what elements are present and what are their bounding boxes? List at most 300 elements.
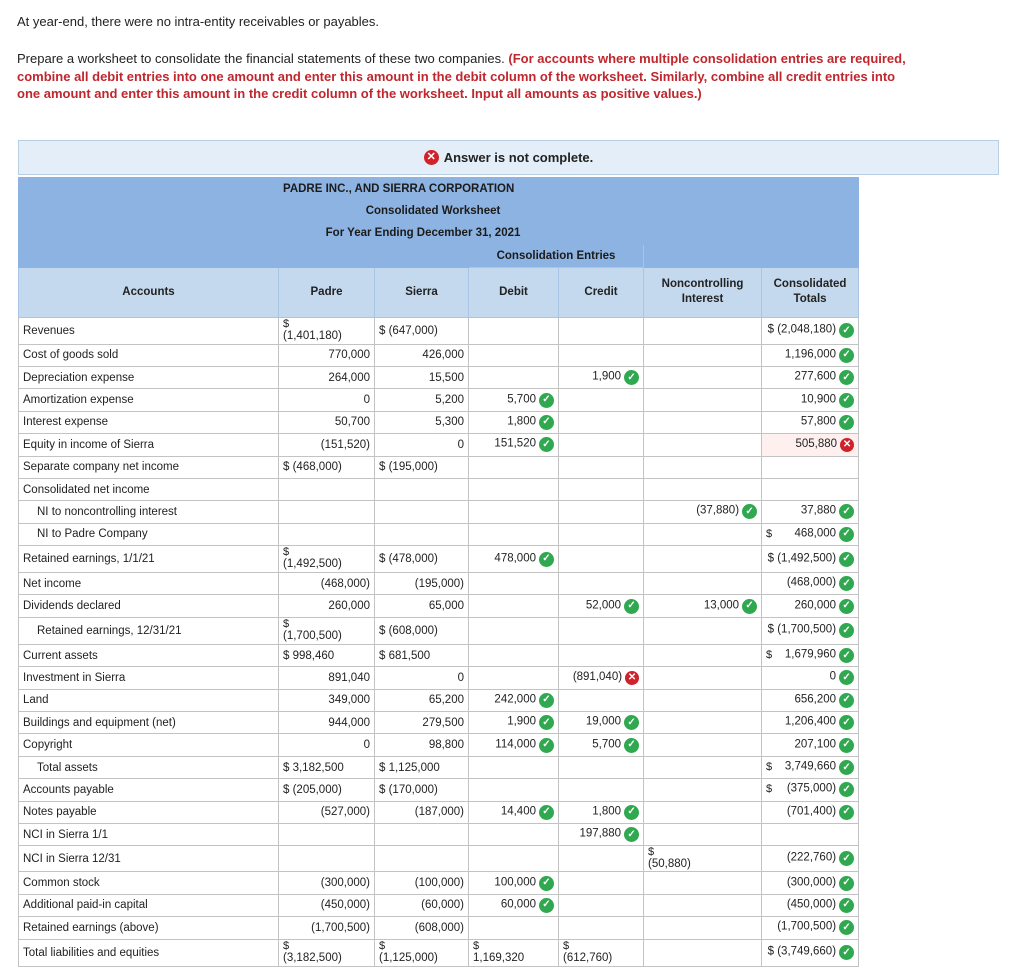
worksheet-row <box>19 546 859 573</box>
col-debit: Debit <box>469 267 559 317</box>
total-input[interactable] <box>762 617 859 644</box>
worksheet-row <box>19 434 859 456</box>
sierra-cell <box>375 434 469 456</box>
correct-check-icon: ✓ <box>539 898 554 913</box>
total-input[interactable] <box>762 411 859 433</box>
worksheet-row <box>19 917 859 939</box>
cell-value: 0 <box>457 438 464 451</box>
nci-input[interactable] <box>644 595 762 617</box>
worksheet-row <box>19 779 859 801</box>
nci-input[interactable] <box>644 712 762 734</box>
account-label: Amortization expense <box>19 389 279 411</box>
cell-value: 52,000 <box>585 599 622 612</box>
worksheet-row <box>19 478 859 500</box>
nci-input[interactable] <box>644 523 762 545</box>
credit-input[interactable] <box>559 501 644 523</box>
credit-input[interactable] <box>559 894 644 916</box>
cell-value: 0 <box>363 394 370 407</box>
padre-cell <box>279 434 375 456</box>
cell-value: 1,900 <box>507 715 536 728</box>
total-input[interactable] <box>762 546 859 573</box>
nci-input[interactable] <box>644 667 762 689</box>
total-input[interactable] <box>762 501 859 523</box>
worksheet-row <box>19 523 859 545</box>
answer-status-banner <box>18 140 999 175</box>
nci-input[interactable] <box>644 779 762 801</box>
cell-value: 260,000 <box>328 600 370 613</box>
nci-input[interactable] <box>644 434 762 456</box>
credit-input[interactable] <box>559 712 644 734</box>
credit-input[interactable] <box>559 344 644 366</box>
credit-input[interactable] <box>559 546 644 573</box>
nci-input[interactable] <box>644 411 762 433</box>
cell-value: (151,520) <box>320 438 370 451</box>
nci-input[interactable] <box>644 546 762 573</box>
cell-value: (1,700,500) <box>283 629 342 642</box>
nci-input[interactable] <box>644 894 762 916</box>
correct-check-icon: ✓ <box>539 738 554 753</box>
sierra-cell <box>375 939 469 966</box>
debit-input[interactable] <box>469 801 559 823</box>
total-input[interactable] <box>762 644 859 666</box>
account-label: Accounts payable <box>19 779 279 801</box>
cell-value: 100,000 <box>494 876 536 889</box>
account-label: NCI in Sierra 1/1 <box>19 823 279 845</box>
col-accounts: Accounts <box>19 267 279 317</box>
sierra-cell <box>375 712 469 734</box>
cell-value: 5,700 <box>507 393 536 406</box>
cell-value: 15,500 <box>428 371 464 384</box>
dollar-sign: $ <box>283 939 290 952</box>
total-input[interactable] <box>762 344 859 366</box>
cell-value: (450,000) <box>786 898 837 911</box>
cell-value: (608,000) <box>414 921 464 934</box>
debit-input[interactable] <box>469 846 559 872</box>
credit-input[interactable] <box>559 644 644 666</box>
total-input[interactable] <box>762 689 859 711</box>
sierra-cell <box>375 846 469 872</box>
account-label: Additional paid-in capital <box>19 894 279 916</box>
worksheet-row <box>19 644 859 666</box>
debit-input[interactable] <box>469 389 559 411</box>
debit-input[interactable] <box>469 939 559 966</box>
cell-value: 1,206,400 <box>784 715 837 728</box>
correct-check-icon: ✓ <box>624 370 639 385</box>
credit-input[interactable] <box>559 801 644 823</box>
padre-cell <box>279 317 375 344</box>
correct-check-icon: ✓ <box>839 415 854 430</box>
cell-value: 37,880 <box>800 504 837 517</box>
worksheet-row <box>19 456 859 478</box>
correct-check-icon: ✓ <box>839 527 854 542</box>
sierra-cell <box>375 917 469 939</box>
debit-input[interactable] <box>469 644 559 666</box>
padre-cell <box>279 617 375 644</box>
credit-input[interactable] <box>559 823 644 845</box>
total-input[interactable] <box>762 894 859 916</box>
worksheet-row <box>19 756 859 778</box>
correct-check-icon: ✓ <box>839 693 854 708</box>
sierra-cell <box>375 456 469 478</box>
credit-input[interactable] <box>559 667 644 689</box>
correct-check-icon: ✓ <box>839 670 854 685</box>
account-label: Interest expense <box>19 411 279 433</box>
total-input[interactable] <box>762 756 859 778</box>
cell-value: (100,000) <box>414 877 464 890</box>
nci-input[interactable] <box>644 846 762 872</box>
dollar-sign: $ <box>766 761 773 773</box>
credit-input[interactable] <box>559 573 644 595</box>
cell-value: 279,500 <box>422 716 464 729</box>
sierra-cell <box>375 389 469 411</box>
padre-cell <box>279 779 375 801</box>
worksheet-row <box>19 894 859 916</box>
debit-input[interactable] <box>469 917 559 939</box>
account-label: Investment in Sierra <box>19 667 279 689</box>
correct-check-icon: ✓ <box>839 623 854 638</box>
correct-check-icon: ✓ <box>839 348 854 363</box>
correct-check-icon: ✓ <box>839 715 854 730</box>
nci-input[interactable] <box>644 823 762 845</box>
dollar-sign: $ <box>283 617 290 630</box>
debit-input[interactable] <box>469 478 559 500</box>
sierra-cell <box>375 523 469 545</box>
account-label: Common stock <box>19 872 279 894</box>
total-input[interactable] <box>762 917 859 939</box>
debit-input[interactable] <box>469 411 559 433</box>
debit-input[interactable] <box>469 456 559 478</box>
cell-value: 3,749,660 <box>784 760 837 773</box>
correct-check-icon: ✓ <box>539 876 554 891</box>
cell-value: 260,000 <box>794 599 837 612</box>
col-nci-line1: Noncontrolling <box>661 278 744 291</box>
padre-cell <box>279 344 375 366</box>
credit-input[interactable] <box>559 434 644 456</box>
total-input[interactable] <box>762 478 859 500</box>
total-input[interactable] <box>762 823 859 845</box>
total-input[interactable] <box>762 456 859 478</box>
debit-input[interactable] <box>469 366 559 388</box>
cell-value: 114,000 <box>495 738 536 751</box>
nci-input[interactable] <box>644 456 762 478</box>
nci-input[interactable] <box>644 617 762 644</box>
debit-input[interactable] <box>469 344 559 366</box>
account-label: Separate company net income <box>19 456 279 478</box>
cell-value: (612,760) <box>563 951 613 964</box>
padre-cell <box>279 846 375 872</box>
debit-input[interactable] <box>469 317 559 344</box>
cell-value: 1,900 <box>592 370 622 383</box>
sierra-cell <box>375 823 469 845</box>
cell-value: (527,000) <box>320 806 370 819</box>
worksheet-row <box>19 389 859 411</box>
incorrect-x-icon: ✕ <box>424 150 439 165</box>
correct-check-icon: ✓ <box>742 504 757 519</box>
nci-input[interactable] <box>644 939 762 966</box>
credit-input[interactable] <box>559 317 644 344</box>
cell-value: 0 <box>829 670 837 683</box>
col-consolidated-totals <box>762 267 859 317</box>
debit-input[interactable] <box>469 595 559 617</box>
total-input[interactable] <box>762 573 859 595</box>
sierra-cell <box>375 317 469 344</box>
debit-input[interactable] <box>469 734 559 756</box>
dollar-sign: $ <box>563 939 570 952</box>
cell-value: 207,100 <box>794 738 837 751</box>
total-input[interactable] <box>762 595 859 617</box>
sierra-cell <box>375 546 469 573</box>
cell-value: $ 1,125,000 <box>379 761 440 774</box>
padre-cell <box>279 823 375 845</box>
cell-value: 1,679,960 <box>784 648 837 661</box>
credit-input[interactable] <box>559 478 644 500</box>
cell-value: $ (205,000) <box>283 783 342 796</box>
debit-input[interactable] <box>469 434 559 456</box>
debit-input[interactable] <box>469 689 559 711</box>
credit-input[interactable] <box>559 595 644 617</box>
padre-cell <box>279 872 375 894</box>
cell-value: $ (1,700,500) <box>767 623 837 636</box>
worksheet-title: Consolidated Worksheet <box>279 200 644 222</box>
cell-value: (450,000) <box>320 899 370 912</box>
total-input[interactable] <box>762 939 859 966</box>
correct-check-icon: ✓ <box>839 920 854 935</box>
debit-input[interactable] <box>469 501 559 523</box>
cell-value: $ (468,000) <box>283 461 342 474</box>
cell-value: 151,520 <box>494 437 536 450</box>
total-input[interactable] <box>762 801 859 823</box>
nci-input[interactable] <box>644 801 762 823</box>
account-label: Retained earnings, 1/1/21 <box>19 546 279 573</box>
padre-cell <box>279 917 375 939</box>
debit-input[interactable] <box>469 779 559 801</box>
cell-value: (222,760) <box>786 851 837 864</box>
incorrect-x-icon: ✕ <box>840 438 854 452</box>
cell-value: 10,900 <box>800 393 837 406</box>
debit-input[interactable] <box>469 523 559 545</box>
credit-input[interactable] <box>559 846 644 872</box>
account-label: Current assets <box>19 644 279 666</box>
correct-check-icon: ✓ <box>839 851 854 866</box>
nci-input[interactable] <box>644 872 762 894</box>
worksheet-row <box>19 573 859 595</box>
debit-input[interactable] <box>469 823 559 845</box>
cell-value: 478,000 <box>494 552 536 565</box>
sierra-cell <box>375 894 469 916</box>
correct-check-icon: ✓ <box>742 599 757 614</box>
correct-check-icon: ✓ <box>624 599 639 614</box>
intro-text: At year-end, there were no intra-entity receivables or payables. <box>17 14 380 29</box>
credit-input[interactable] <box>559 366 644 388</box>
sierra-cell <box>375 478 469 500</box>
cell-value: $ (170,000) <box>379 783 438 796</box>
padre-cell <box>279 595 375 617</box>
nci-input[interactable] <box>644 573 762 595</box>
total-input[interactable] <box>762 846 859 872</box>
credit-input[interactable] <box>559 734 644 756</box>
company-name: PADRE INC., AND SIERRA CORPORATION <box>279 178 644 200</box>
sierra-cell <box>375 573 469 595</box>
total-input[interactable] <box>762 712 859 734</box>
total-input[interactable] <box>762 317 859 344</box>
cell-value: 50,700 <box>334 416 370 429</box>
worksheet-row <box>19 317 859 344</box>
worksheet-row <box>19 411 859 433</box>
nci-input[interactable] <box>644 917 762 939</box>
sierra-cell <box>375 366 469 388</box>
dollar-sign: $ <box>379 939 386 952</box>
cell-value: 349,000 <box>328 694 370 707</box>
correct-check-icon: ✓ <box>839 648 854 663</box>
cell-value: (1,401,180) <box>283 329 342 342</box>
worksheet-row <box>19 734 859 756</box>
cell-value: $ (2,048,180) <box>767 323 837 336</box>
sierra-cell <box>375 501 469 523</box>
sierra-cell <box>375 344 469 366</box>
total-input[interactable] <box>762 523 859 545</box>
cell-value: 242,000 <box>494 693 536 706</box>
debit-input[interactable] <box>469 756 559 778</box>
col-totals-line2: Totals <box>793 293 827 306</box>
cell-value: $ 681,500 <box>379 649 431 662</box>
cell-value: 60,000 <box>500 898 536 911</box>
credit-input[interactable] <box>559 456 644 478</box>
cell-value: (3,182,500) <box>283 951 342 964</box>
total-input[interactable] <box>762 389 859 411</box>
credit-input[interactable] <box>559 389 644 411</box>
worksheet-row <box>19 689 859 711</box>
account-label: NI to noncontrolling interest <box>19 501 279 523</box>
account-label: NCI in Sierra 12/31 <box>19 846 279 872</box>
dollar-sign: $ <box>283 317 290 330</box>
padre-cell <box>279 689 375 711</box>
cell-value: (1,125,000) <box>379 951 438 964</box>
credit-input[interactable] <box>559 756 644 778</box>
padre-cell <box>279 546 375 573</box>
nci-input[interactable] <box>644 389 762 411</box>
nci-input[interactable] <box>644 366 762 388</box>
total-input[interactable] <box>762 734 859 756</box>
padre-cell <box>279 894 375 916</box>
debit-input[interactable] <box>469 546 559 573</box>
cell-value: 197,880 <box>579 827 622 840</box>
padre-cell <box>279 478 375 500</box>
cell-value: 5,300 <box>435 416 464 429</box>
cell-value: $ (647,000) <box>379 324 438 337</box>
total-input[interactable] <box>762 779 859 801</box>
worksheet-row <box>19 823 859 845</box>
nci-input[interactable] <box>644 344 762 366</box>
cell-value: 19,000 <box>585 715 622 728</box>
debit-input[interactable] <box>469 712 559 734</box>
incorrect-x-icon: ✕ <box>625 671 639 685</box>
cell-value: 891,040 <box>328 671 370 684</box>
debit-input[interactable] <box>469 573 559 595</box>
correct-check-icon: ✓ <box>539 415 554 430</box>
cell-value: 57,800 <box>800 415 837 428</box>
credit-input[interactable] <box>559 411 644 433</box>
padre-cell <box>279 756 375 778</box>
cell-value: (468,000) <box>320 577 370 590</box>
dollar-sign: $ <box>648 846 655 859</box>
correct-check-icon: ✓ <box>839 599 854 614</box>
cell-value: 1,800 <box>507 415 536 428</box>
credit-input[interactable] <box>559 917 644 939</box>
correct-check-icon: ✓ <box>539 805 554 820</box>
nci-input[interactable] <box>644 644 762 666</box>
total-input[interactable] <box>762 667 859 689</box>
cell-value: 5,700 <box>592 738 622 751</box>
nci-input[interactable] <box>644 478 762 500</box>
correct-check-icon: ✓ <box>839 370 854 385</box>
total-input[interactable] <box>762 366 859 388</box>
credit-input[interactable] <box>559 689 644 711</box>
cell-value: 944,000 <box>328 716 370 729</box>
debit-input[interactable] <box>469 872 559 894</box>
col-totals-line1: Consolidated <box>773 278 847 291</box>
cell-value: $ 998,460 <box>283 649 335 662</box>
cell-value: 13,000 <box>703 599 740 612</box>
nci-input[interactable] <box>644 689 762 711</box>
debit-input[interactable] <box>469 894 559 916</box>
correct-check-icon: ✓ <box>624 805 639 820</box>
account-label: Net income <box>19 573 279 595</box>
credit-input[interactable] <box>559 617 644 644</box>
cell-value: 1,800 <box>592 805 622 818</box>
padre-cell <box>279 644 375 666</box>
total-input[interactable] <box>762 434 859 456</box>
consolidation-entries-header: Consolidation Entries <box>469 245 644 267</box>
nci-input[interactable] <box>644 501 762 523</box>
nci-input[interactable] <box>644 756 762 778</box>
cell-value: 5,200 <box>435 394 464 407</box>
padre-cell <box>279 456 375 478</box>
total-input[interactable] <box>762 872 859 894</box>
padre-cell <box>279 366 375 388</box>
correct-check-icon: ✓ <box>839 876 854 891</box>
dollar-sign: $ <box>283 546 290 559</box>
credit-input[interactable] <box>559 523 644 545</box>
credit-input[interactable] <box>559 872 644 894</box>
padre-cell <box>279 389 375 411</box>
cell-value: 1,196,000 <box>784 348 837 361</box>
account-label: Depreciation expense <box>19 366 279 388</box>
padre-cell <box>279 411 375 433</box>
debit-input[interactable] <box>469 617 559 644</box>
debit-input[interactable] <box>469 667 559 689</box>
sierra-cell <box>375 756 469 778</box>
account-label: Retained earnings (above) <box>19 917 279 939</box>
sierra-cell <box>375 617 469 644</box>
worksheet-row <box>19 872 859 894</box>
correct-check-icon: ✓ <box>839 738 854 753</box>
cell-value: 468,000 <box>794 527 837 540</box>
account-label: Notes payable <box>19 801 279 823</box>
sierra-cell <box>375 411 469 433</box>
col-padre: Padre <box>279 267 375 317</box>
cell-value: $ (608,000) <box>379 624 438 637</box>
correct-check-icon: ✓ <box>839 898 854 913</box>
nci-input[interactable] <box>644 734 762 756</box>
cell-value: 264,000 <box>328 371 370 384</box>
correct-check-icon: ✓ <box>839 552 854 567</box>
dollar-sign: $ <box>473 939 480 952</box>
correct-check-icon: ✓ <box>624 738 639 753</box>
credit-input[interactable] <box>559 779 644 801</box>
credit-input[interactable] <box>559 939 644 966</box>
nci-input[interactable] <box>644 317 762 344</box>
cell-value: (195,000) <box>414 577 464 590</box>
